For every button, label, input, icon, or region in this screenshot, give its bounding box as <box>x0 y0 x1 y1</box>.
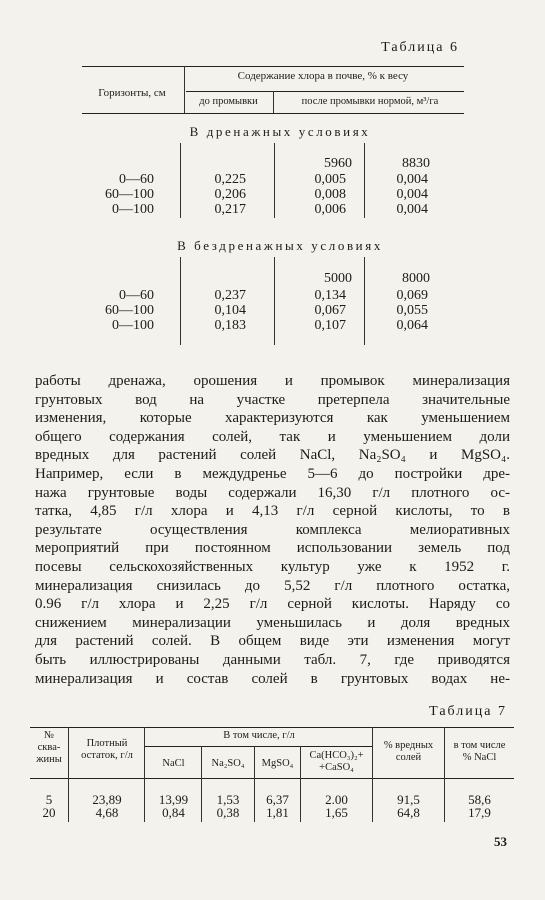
paragraph-line: общего содержания солей, так и уменьшением доли <box>35 428 510 445</box>
table7-header-rule <box>30 778 514 779</box>
paragraph-line: посевы сельскохозяйственных культур уже к 1952 г. <box>35 558 510 575</box>
table6-vrule <box>274 257 275 345</box>
paragraph-line: работы дренажа, орошения и промывок минерализация <box>35 373 510 389</box>
table6-section-title: В дренажных условиях <box>189 124 371 139</box>
table7-vrule <box>68 727 69 822</box>
table6-header-before: до промывки <box>199 96 258 107</box>
paragraph-line: нажа грунтовые воды содержали 16,30 г/л плотного ос- <box>35 484 510 501</box>
table7-cell-pct-nacl: 17,9 <box>468 805 491 820</box>
table6-horizon: 60—100 <box>105 303 154 318</box>
table7-cell-mgso4: 1,81 <box>266 805 289 820</box>
table7-cell-residue: 4,68 <box>95 805 119 820</box>
table6-vrule <box>364 143 365 218</box>
table6-vrule <box>180 143 181 218</box>
table6-before: 0,104 <box>214 303 246 318</box>
table6-norm: 8830 <box>402 156 430 171</box>
table7-cell-nacl: 13,99 <box>158 792 189 807</box>
table6-after1: 0,008 <box>314 187 346 202</box>
table6-vrule <box>273 91 274 113</box>
table7-header-residue-line: Плотный <box>86 738 128 749</box>
table7-header-well <box>30 730 68 766</box>
table6-sub-rule <box>186 91 464 92</box>
paragraph-line: изменения, которые характеризуются как уменьшением <box>35 410 510 427</box>
paragraph-line: для растений солей. В общем виде эти изменения могут <box>35 633 510 650</box>
table7-cell-residue: 23,89 <box>92 792 122 807</box>
table7-header-harmful-line: % вредных <box>383 740 434 751</box>
table6-caption: Таблица 6 <box>381 40 459 55</box>
table7-header-well-line: сква- <box>37 742 61 753</box>
table6-norm: 5960 <box>324 156 352 171</box>
table6-before: 0,225 <box>214 172 246 187</box>
table7-cell-ca: 2.00 <box>325 792 348 807</box>
paragraph-line: грунтовых вод на участке претерпела значительные <box>35 391 510 408</box>
table6-norm: 8000 <box>402 271 430 286</box>
table6-vrule <box>274 143 275 218</box>
table7-header-na2so4: Na₂SO₄ <box>211 758 245 769</box>
table6-before: 0,183 <box>214 318 246 333</box>
table6-vrule <box>184 66 185 113</box>
table7-header-harmful-line: солей <box>395 752 422 763</box>
table6-horizon: 60—100 <box>105 187 154 202</box>
table7-header-pct-nacl-line: в том числе <box>453 740 506 751</box>
table6-horizon: 0—100 <box>112 318 154 333</box>
table6-after2: 0,055 <box>396 303 428 318</box>
table6-header-horizons: Горизонты, см <box>98 87 166 99</box>
table7-cell-mgso4: 6,37 <box>266 792 289 807</box>
table7-cell-na2so4: 0,38 <box>216 805 240 820</box>
table6-horizon: 0—100 <box>112 202 154 217</box>
table7-cell-ca: 1,65 <box>325 805 348 820</box>
table7-header-pct-nacl-line: % NaCl <box>462 752 497 763</box>
table6-before: 0,217 <box>214 202 246 217</box>
table7-cell-pct-nacl: 58,6 <box>468 792 491 807</box>
table7-header-including: В том числе, г/л <box>223 730 295 741</box>
table6-after1: 0,067 <box>314 303 346 318</box>
table6-top-rule <box>82 66 464 67</box>
table6-after2: 0,064 <box>396 318 428 333</box>
table6-vrule <box>180 257 181 345</box>
table7-header-ca-line: +CaSO₄ <box>319 762 354 773</box>
table6-vrule <box>364 257 365 345</box>
table7-header-residue-line: остаток, г/л <box>81 750 133 761</box>
table6-before: 0,237 <box>214 288 246 303</box>
table7-header-ca <box>301 750 372 774</box>
table6-header-rule <box>82 113 464 114</box>
table7-header-well-line: жины <box>36 754 62 765</box>
table6-header-chlorine: Содержание хлора в почве, % к весу <box>237 70 409 82</box>
table7-header-pct-nacl <box>445 740 514 764</box>
paragraph-line: мероприятий при постоянном использовании земель под <box>35 540 510 557</box>
paragraph-line: минерализация и состав солей в грунтовых водах не- <box>35 670 510 687</box>
table7-header-ca-line: Ca(HCO₃)₂+ <box>309 750 364 761</box>
table7-header-nacl: NaCl <box>162 758 185 769</box>
table6-after1: 0,005 <box>314 172 346 187</box>
table7-header-harmful <box>373 740 444 764</box>
table6-after2: 0,004 <box>396 187 428 202</box>
table6-after2: 0,004 <box>396 202 428 217</box>
table7-cell-na2so4: 1,53 <box>216 792 240 807</box>
table6-after2: 0,069 <box>396 288 428 303</box>
table7-sub-rule <box>144 746 372 747</box>
table6-after1: 0,107 <box>314 318 346 333</box>
table7-cell-well: 20 <box>42 805 56 820</box>
table7-cell-nacl: 0,84 <box>162 805 185 820</box>
paragraph-line: результате осуществления комплекса мелиоративных <box>35 521 510 538</box>
table6-horizon: 0—60 <box>119 288 154 303</box>
table7-header-residue <box>70 738 144 762</box>
paragraph-line: вредных для растений солей NaCl, Na₂SO₄ и MgSO₄. <box>35 447 510 464</box>
paragraph-line: снижением минерализации уменьшилась и доля вредных <box>35 614 510 631</box>
table7-cell-well: 5 <box>45 792 53 807</box>
body-paragraph <box>35 372 510 688</box>
table7-vrule <box>144 727 145 822</box>
paragraph-line: 0.96 г/л хлора и 2,25 г/л серной кислоты. Наряду со <box>35 596 510 613</box>
table7-cell-harmful: 64,8 <box>397 805 420 820</box>
page-number: 53 <box>494 834 507 849</box>
paragraph-line: Например, если в междудренье 5—6 до постройки дре- <box>35 465 510 482</box>
table6-after1: 0,006 <box>314 202 346 217</box>
table6-before: 0,206 <box>214 187 246 202</box>
table6-after2: 0,004 <box>396 172 428 187</box>
table6-header-after: после промывки нормой, м³/га <box>301 96 439 107</box>
table6-after1: 0,134 <box>314 288 346 303</box>
table7-caption: Таблица 7 <box>429 704 507 719</box>
table6-section-title: В бездренажных условиях <box>177 238 383 253</box>
paragraph-line: минерализация снизилась до 5,52 г/л плотного остатка, <box>35 577 510 594</box>
table6-norm: 5000 <box>324 271 352 286</box>
table7-header-well-line: № <box>43 730 55 741</box>
paragraph-line: быть иллюстрированы данными табл. 7, где приводятся <box>35 651 510 668</box>
table7-cell-harmful: 91,5 <box>397 792 420 807</box>
table6-horizon: 0—60 <box>119 172 154 187</box>
paragraph-line: татка, 4,85 г/л хлора и 4,13 г/л серной кислоты, то в <box>35 503 510 520</box>
table7-top-rule <box>30 727 514 728</box>
table7-header-mgso4: MgSO₄ <box>261 758 294 769</box>
